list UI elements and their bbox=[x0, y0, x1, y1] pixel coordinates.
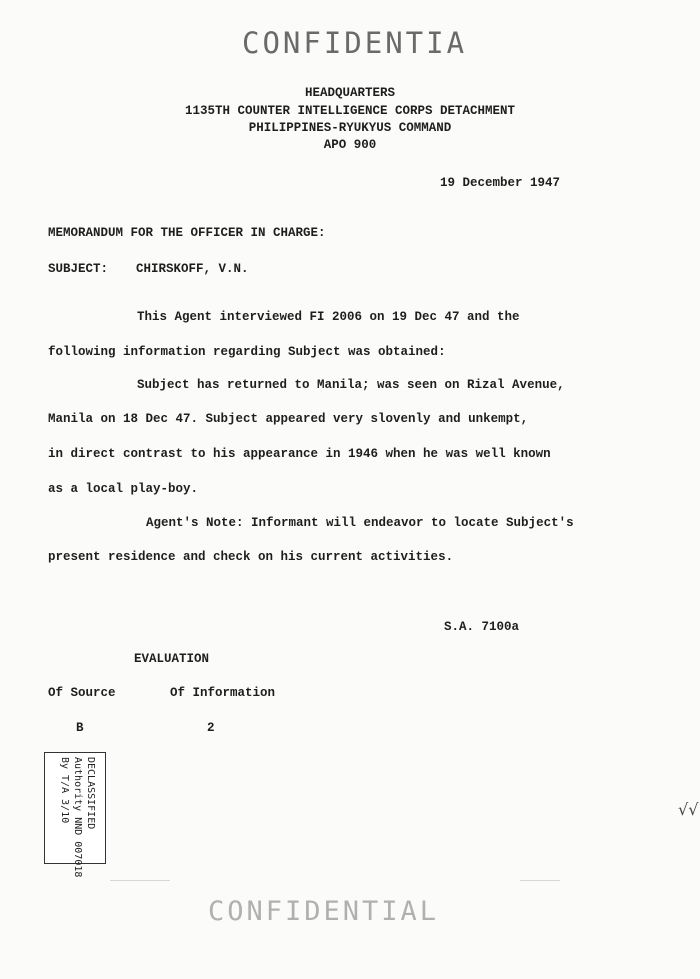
header-command: PHILIPPINES-RYUKYUS COMMAND bbox=[248, 121, 452, 135]
memo-date: 19 December 1947 bbox=[440, 176, 561, 190]
body-paragraph3-line2: present residence and check on his current activities. bbox=[48, 550, 454, 564]
subject-label: SUBJECT: bbox=[48, 262, 109, 276]
evaluation-source-value: B bbox=[76, 721, 84, 735]
body-paragraph2-line1: Subject has returned to Manila; was seen on Rizal Avenue, bbox=[137, 378, 565, 392]
confidential-stamp-top: CONFIDENTIA bbox=[242, 26, 468, 60]
declassified-stamp bbox=[44, 752, 106, 878]
scan-artifact-line-left bbox=[110, 880, 170, 881]
evaluation-information-label: Of Information bbox=[170, 686, 276, 700]
header-detachment: 1135TH COUNTER INTELLIGENCE CORPS DETACHMENT bbox=[184, 104, 516, 118]
declassified-stamp-line1: DECLASSIFIED bbox=[85, 757, 96, 830]
body-paragraph1-line2: following information regarding Subject was obtained: bbox=[48, 345, 446, 359]
subject-value: CHIRSKOFF, V.N. bbox=[136, 262, 249, 276]
body-paragraph1-line1: This Agent interviewed FI 2006 on 19 Dec 47 and the bbox=[137, 310, 520, 324]
margin-checkmark: √√ bbox=[678, 800, 699, 819]
confidential-stamp-bottom: CONFIDENTIAL bbox=[208, 896, 440, 927]
declassified-stamp-line2: Authority NND 007018 bbox=[72, 757, 83, 878]
header-apo: APO 900 bbox=[323, 138, 377, 152]
evaluation-source-label: Of Source bbox=[48, 686, 116, 700]
scan-artifact-line-right bbox=[520, 880, 560, 881]
declassified-stamp-line3: By T/A 3/10 bbox=[59, 757, 70, 824]
body-paragraph2-line2: Manila on 18 Dec 47. Subject appeared very slovenly and unkempt, bbox=[48, 412, 529, 426]
body-paragraph3-line1: Agent's Note: Informant will endeavor to locate Subject's bbox=[146, 516, 574, 530]
evaluation-title: EVALUATION bbox=[134, 652, 210, 666]
header-headquarters: HEADQUARTERS bbox=[304, 86, 395, 100]
memo-for-line: MEMORANDUM FOR THE OFFICER IN CHARGE: bbox=[48, 226, 326, 240]
evaluation-information-value: 2 bbox=[207, 721, 215, 735]
body-paragraph2-line4: as a local play-boy. bbox=[48, 482, 199, 496]
signature-line: S.A. 7100a bbox=[444, 620, 520, 634]
body-paragraph2-line3: in direct contrast to his appearance in 1946 when he was well known bbox=[48, 447, 551, 461]
